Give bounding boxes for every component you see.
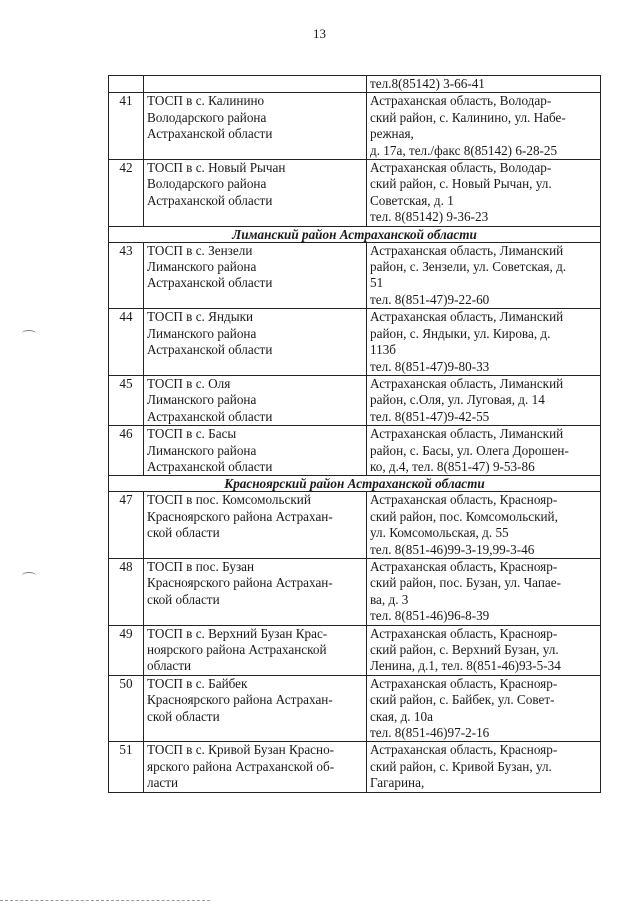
address-line: тел. 8(851-46)99-3-19,99-3-46 [370, 541, 535, 557]
office-name-line: Лиманского района [147, 392, 257, 408]
row-number: 47 [109, 492, 144, 559]
row-number: 41 [109, 93, 144, 160]
section-title: Красноярский район Астраханской области [109, 476, 601, 492]
address-line: ский район, с. Кривой Бузан, ул. [370, 758, 552, 774]
address-line: Астраханская область, Краснояр- [370, 492, 558, 508]
address-cell [367, 675, 601, 742]
address-line: Ленина, д.1, тел. 8(851-46)93-5-34 [370, 658, 561, 674]
address-line: ский район, пос. Комсомольский, [370, 508, 558, 524]
address-line: тел. 8(851-47)9-80-33 [370, 358, 490, 374]
office-name-line: ТОСП в с. Новый Рычан [147, 160, 286, 176]
address-line: Астраханская область, Лиманский [370, 426, 564, 442]
bottom-rule [0, 900, 210, 901]
table-row [109, 742, 601, 792]
office-name-cell [144, 160, 367, 227]
table-row [109, 160, 601, 227]
address-line: ская, д. 10а [370, 708, 433, 724]
address-line: ский район, пос. Бузан, ул. Чапае- [370, 575, 561, 591]
address-line: Советская, д. 1 [370, 192, 454, 208]
address-line: район, с.Оля, ул. Луговая, д. 14 [370, 392, 545, 408]
address-line: Астраханская область, Лиманский [370, 309, 564, 325]
row-number: 50 [109, 675, 144, 742]
row-number: 46 [109, 426, 144, 476]
office-name-line: ТОСП в с. Верхний Бузан Крас- [147, 625, 328, 641]
table-row [109, 242, 601, 309]
office-name-line: ской области [147, 708, 220, 724]
address-line: 51 [370, 275, 384, 291]
office-name-line: Володарского района [147, 176, 267, 192]
address-cell [367, 242, 601, 309]
section-title: Лиманский район Астраханской области [109, 226, 601, 242]
table-row [109, 625, 601, 675]
address-cell [367, 625, 601, 675]
address-line: ул. Комсомольская, д. 55 [370, 525, 509, 541]
address-cell [367, 309, 601, 376]
address-line: район, с. Зензели, ул. Советская, д. [370, 259, 567, 275]
office-name-cell [144, 675, 367, 742]
address-line: ва, д. 3 [370, 591, 409, 607]
address-line: Астраханская область, Краснояр- [370, 742, 558, 758]
office-name-line: ТОСП в с. Зензели [147, 242, 253, 258]
row-number: 45 [109, 375, 144, 425]
row-number: 51 [109, 742, 144, 792]
address-line: 113б [370, 342, 397, 358]
office-name-line: ярского района Астраханской об- [147, 758, 335, 774]
office-name-line: Лиманского района [147, 442, 257, 458]
office-name-line: ТОСП в с. Байбек [147, 675, 248, 691]
address-line: Астраханская область, Краснояр- [370, 558, 558, 574]
address-line: Астраханская область, Володар- [370, 93, 552, 109]
office-name-line: Астраханской области [147, 126, 273, 142]
offices-table [108, 75, 601, 793]
address-line: район, с. Яндыки, ул. Кирова, д. [370, 325, 551, 341]
address-line: Астраханская область, Краснояр- [370, 675, 558, 691]
address-line: режная, [370, 126, 414, 142]
office-name-cell [144, 242, 367, 309]
office-name-cell [144, 76, 367, 93]
address-line: тел. 8(851-46)97-2-16 [370, 725, 490, 741]
office-name-line: ТОСП в с. Басы [147, 426, 237, 442]
address-line: ко, д.4, тел. 8(851-47) 9-53-86 [370, 458, 535, 474]
margin-mark [22, 330, 36, 337]
address-line: Астраханская область, Краснояр- [370, 625, 558, 641]
address-line: Астраханская область, Володар- [370, 160, 552, 176]
office-name-line: Красноярского района Астрахан- [147, 692, 333, 708]
page-number: 13 [313, 26, 326, 41]
office-name-line: Астраханской области [147, 192, 273, 208]
address-line: тел. 8(851-47)9-42-55 [370, 408, 490, 424]
office-name-line: ской области [147, 525, 220, 541]
office-name-line: Лиманского района [147, 325, 257, 341]
office-name-line: Красноярского района Астрахан- [147, 508, 333, 524]
address-line: ский район, с. Верхний Бузан, ул. [370, 642, 559, 657]
row-number: 49 [109, 625, 144, 675]
row-number: 48 [109, 558, 144, 625]
office-name-line: ТОСП в с. Яндыки [147, 309, 254, 325]
address-line: тел. 8(851-47)9-22-60 [370, 291, 490, 307]
address-line: ский район, с. Байбек, ул. Совет- [370, 692, 555, 708]
office-name-cell [144, 426, 367, 476]
row-number [109, 76, 144, 93]
table-row [109, 426, 601, 476]
office-name-line: ТОСП в пос. Комсомольский [147, 492, 311, 508]
office-name-line: ской области [147, 591, 220, 607]
address-line: Астраханская область, Лиманский [370, 242, 564, 258]
office-name-cell [144, 492, 367, 559]
address-cell [367, 160, 601, 227]
address-line: Астраханская область, Лиманский [370, 375, 564, 391]
office-name-cell [144, 558, 367, 625]
row-number: 44 [109, 309, 144, 376]
address-line: район, с. Басы, ул. Олега Дорошен- [370, 442, 569, 458]
margin-mark [22, 572, 36, 579]
row-number: 42 [109, 160, 144, 227]
table-row [109, 309, 601, 376]
table-row [109, 375, 601, 425]
address-line: тел. 8(851-46)96-8-39 [370, 608, 490, 624]
section-header-row [109, 476, 601, 492]
office-name-line: ТОСП в с. Оля [147, 375, 231, 391]
office-name-line: ТОСП в с. Калинино [147, 93, 265, 109]
office-name-line: ТОСП в пос. Бузан [147, 558, 255, 574]
office-name-cell [144, 309, 367, 376]
office-name-line: Володарского района [147, 109, 267, 125]
address-cell [367, 492, 601, 559]
office-name-line: ноярского района Астраханской [147, 642, 327, 657]
address-cell [367, 558, 601, 625]
address-cell [367, 426, 601, 476]
office-name-line: Лиманского района [147, 259, 257, 275]
office-name-cell [144, 625, 367, 675]
table-row [109, 675, 601, 742]
office-name-line: ТОСП в с. Кривой Бузан Красно- [147, 742, 335, 758]
address-line: тел. 8(85142) 9-36-23 [370, 209, 489, 225]
table-row [109, 76, 601, 93]
office-name-line: ласти [147, 775, 179, 791]
office-name-cell [144, 742, 367, 792]
table-row [109, 93, 601, 160]
table-row [109, 492, 601, 559]
address-cell [367, 93, 601, 160]
office-name-line: Астраханской области [147, 275, 273, 291]
office-name-line: Красноярского района Астрахан- [147, 575, 333, 591]
row-number: 43 [109, 242, 144, 309]
office-name-line: Астраханской области [147, 342, 273, 358]
office-name-line: Астраханской области [147, 458, 273, 474]
office-name-cell [144, 375, 367, 425]
address-line: тел.8(85142) 3-66-41 [370, 76, 485, 91]
office-name-line: области [147, 658, 192, 674]
office-name-cell [144, 93, 367, 160]
address-cell [367, 375, 601, 425]
address-line: ский район, с. Калинино, ул. Набе- [370, 109, 566, 125]
office-name-line: Астраханской области [147, 408, 273, 424]
table-row [109, 558, 601, 625]
address-cell [367, 76, 601, 93]
address-line: д. 17а, тел./факс 8(85142) 6-28-25 [370, 142, 558, 158]
address-cell [367, 742, 601, 792]
address-line: Гагарина, [370, 775, 425, 791]
section-header-row [109, 226, 601, 242]
address-line: ский район, с. Новый Рычан, ул. [370, 176, 552, 192]
